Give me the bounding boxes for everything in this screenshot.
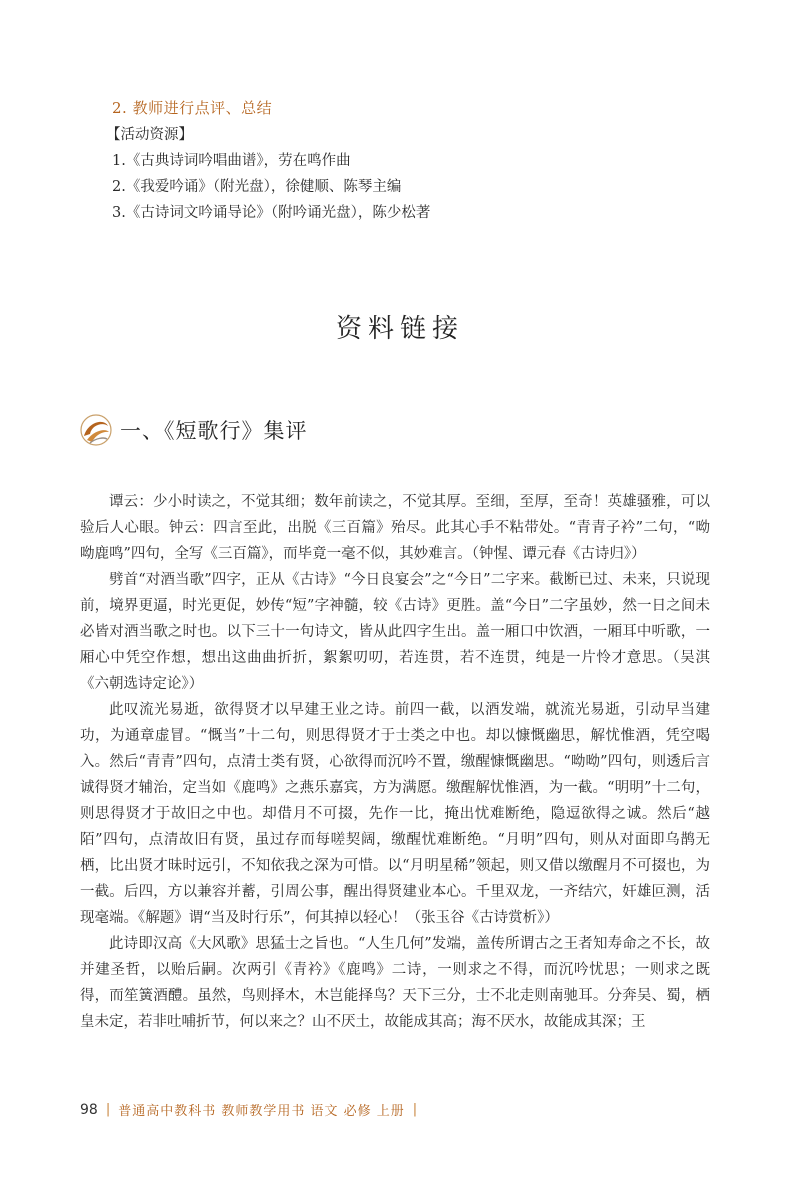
footer-divider: | — [412, 1102, 418, 1117]
resource-item: 3.《古诗词文吟诵导论》（附吟诵光盘），陈少松著 — [112, 205, 431, 221]
book-info: 普通高中教科书 教师教学用书 语文 必修 上册 — [118, 1104, 405, 1119]
swirl-ornament-icon — [78, 412, 114, 448]
paragraph: 谭云：少小时读之，不觉其细；数年前读之，不觉其厚。至细，至厚，至奇！英雄骚雅，可以验后人心眼。钟云：四言至此，出脱《三百篇》殆尽。此其心手不粘带处。“青青子衿”二句，“呦呦鹿鸣”四句，全写《三百篇》，而毕竟一毫不似，其妙难言。（钟惺、谭元春《古诗归》） — [80, 494, 710, 562]
commentary-body — [80, 489, 710, 1035]
paragraph: 劈首“对酒当歌”四字，正从《古诗》“今日良宴会”之“今日”二字来。截断已过、未来，只说现前，境界更逼，时光更促，妙传“短”字神髓，较《古诗》更胜。盖“今日”二字虽妙，然一日之间未必皆对酒当歌之时也。以下三十一句诗文，皆从此四字生出。盖一厢口中饮酒，一厢耳中听歌，一厢心中凭空作想，想出这曲曲折折，絮絮叨叨，若连贯，若不连贯，纯是一片怜才意思。（吴淇《六朝选诗定论》） — [80, 572, 710, 692]
resources-title: 【活动资源】 — [106, 127, 193, 143]
page-footer — [80, 1100, 417, 1119]
subsection-heading — [78, 412, 308, 448]
paragraph: 此诗即汉高《大风歌》思猛士之旨也。“人生几何”发端，盖传所谓古之王者知寿命之不长，故并建圣哲，以贻后嗣。次两引《青衿》《鹿鸣》二诗，一则求之不得，而沉吟忧思；一则求之既得，而笙簧酒醴。虽然，鸟则择木，木岂能择鸟？天下三分，士不北走则南驰耳。分奔吴、蜀，栖皇未定，若非吐哺折节，何以来之？山不厌土，故能成其高；海不厌水，故能成其深；王 — [80, 936, 710, 1030]
paragraph: 此叹流光易逝，欲得贤才以早建王业之诗。前四一截，以酒发端，就流光易逝，引动早当建功，为通章虚冒。“慨当”十二句，则思得贤才于士类之中也。却以慷慨幽思，解忧惟酒，凭空喝入。然后“青青”四句，点清士类有贤，心欲得而沉吟不置，缴醒慷慨幽思。“呦呦”四句，则透后言诚得贤才辅治，定当如《鹿鸣》之燕乐嘉宾，方为满愿。缴醒解忧惟酒，为一截。“明明”十二句，则思得贤才于故旧之中也。却借月不可掇，先作一比，掩出忧难断绝，隐逗欲得之诚。然后“越陌”四句，点清故旧有贤，虽过存而每嗟契阔，缴醒忧难断绝。“月明”四句，则从对面即乌鹊无栖，比出贤才昧时远引，不知依我之深为可惜。以“月明星稀”领起，则又借以缴醒月不可掇也，为一截。后四，方以兼容并蓄，引周公事，醒出得贤建业本心。千里双龙，一齐结穴，奸雄叵测，活现毫端。《解题》谓“当及时行乐”，何其掉以轻心！（张玉谷《古诗赏析》） — [80, 702, 710, 926]
footer-divider: | — [105, 1102, 111, 1117]
page-number: 98 — [80, 1101, 98, 1118]
subsection-title: 一、《短歌行》集评 — [120, 419, 308, 443]
section-title: 资料链接 — [335, 314, 464, 344]
resource-item: 1.《古典诗词吟唱曲谱》，劳在鸣作曲 — [112, 153, 351, 169]
activity-resources — [106, 122, 430, 226]
step-heading: 2. 教师进行点评、总结 — [112, 99, 273, 117]
resource-item: 2.《我爱吟诵》（附光盘），徐健顺、陈琴主编 — [112, 179, 402, 195]
